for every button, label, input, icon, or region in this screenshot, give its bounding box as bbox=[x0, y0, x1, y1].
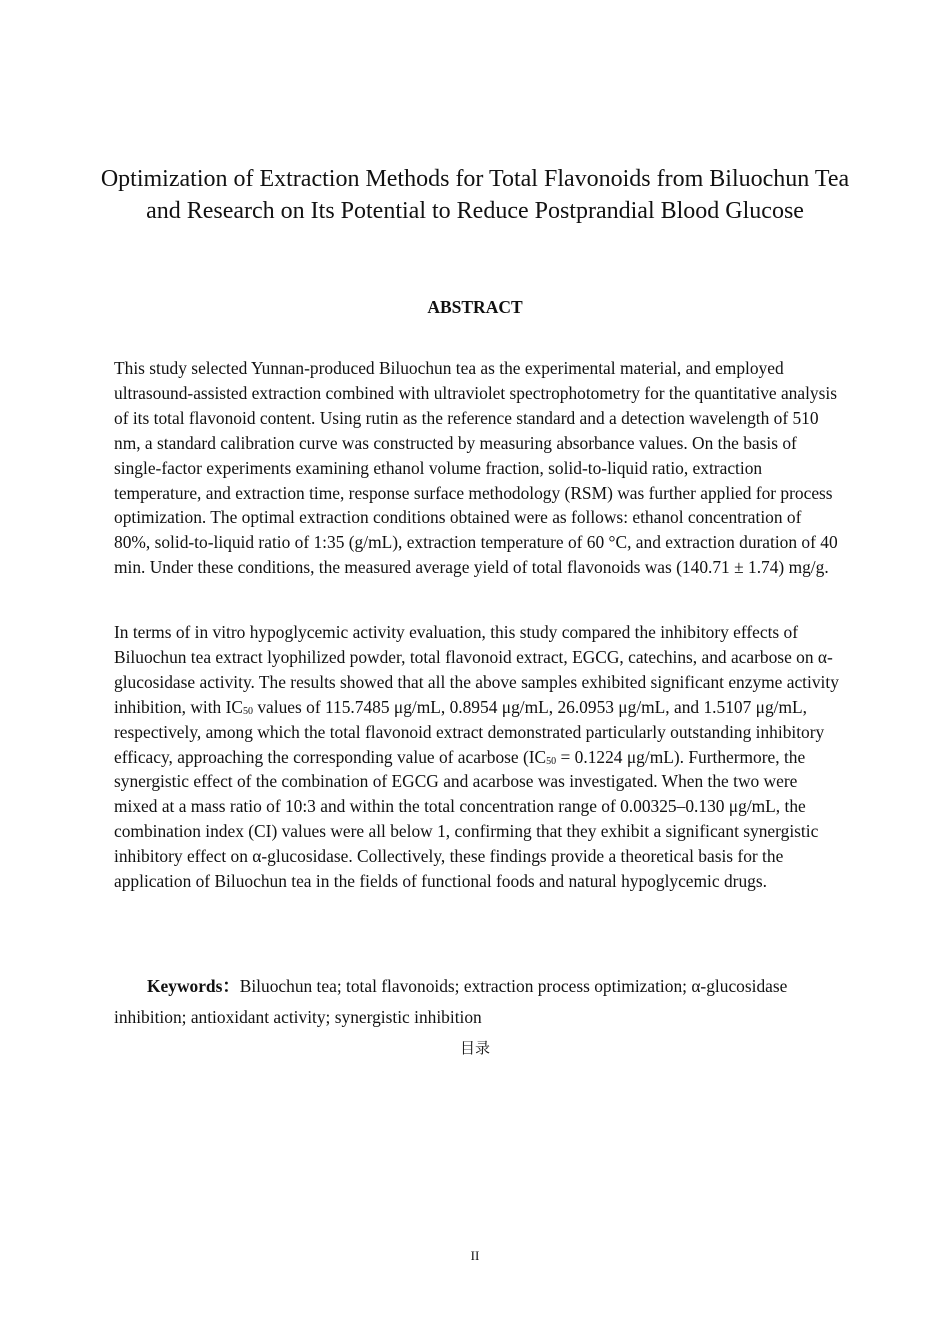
ic50-subscript: 50 bbox=[546, 755, 557, 767]
paragraph-2-text-a: In terms of in vitro hypoglycemic activity evaluation, this study compared the inhibitory effects of Biluochun tea extract lyophilized powder, total flavonoid extract, EGCG, catechins, and acarbose on α-glucosidase activity. The results showed that all the above samples exhibited significant enzyme activity inhibition, with IC bbox=[114, 622, 839, 717]
table-of-contents-heading: 目录 bbox=[459, 1039, 490, 1057]
abstract-paragraph-1: This study selected Yunnan-produced Biluochun tea as the experimental material, and employed ultrasound-assisted extraction combined with ultraviolet spectrophotometry for the quantitative analysis of its total flavonoid content. Using rutin as the reference standard and a detection wavelength of 510 nm, a standard calibration curve was constructed by measuring absorbance values. On the basis of single-factor experiments examining ethanol volume fraction, solid-to-liquid ratio, extraction temperature, and extraction time, response surface methodology (RSM) was further applied for process optimization. The optimal extraction conditions obtained were as follows: ethanol concentration of 80%, solid-to-liquid ratio of 1:35 (g/mL), extraction temperature of 60 °C, and extraction duration of 40 min. Under these conditions, the measured average yield of total flavonoids was (140.71 ± 1.74) mg/g. bbox=[114, 358, 838, 578]
abstract-heading: ABSTRACT bbox=[427, 297, 523, 317]
ic50-subscript: 50 bbox=[243, 705, 253, 717]
keywords-label: Keywords： bbox=[147, 976, 240, 996]
abstract-paragraph-2 bbox=[114, 620, 839, 894]
keywords-text: Biluochun tea; total flavonoids; extraction process optimization; α-glucosidase inhibition; antioxidant activity; synergistic inhibition bbox=[114, 976, 788, 1027]
paragraph-2-text-b: values of 115.7485 μg/mL, 0.8954 μg/mL, 26.0953 μg/mL, and 1.5107 μg/mL, respectively, among which the total flavonoid extract demonstrated particularly outstanding inhibitory efficacy, approaching the corresponding value of acarbose (IC bbox=[114, 696, 825, 767]
paragraph-2-text-c: = 0.1224 μg/mL). Furthermore, the synergistic effect of the combination of EGCG and acarbose was investigated. When the two were mixed at a mass ratio of 10:3 and within the total concentration range of 0.00325–0.130 μg/mL, the combination index (CI) values were all below 1, confirming that they exhibit a significant synergistic inhibitory effect on α-glucosidase. Collectively, these findings provide a theoretical basis for the application of Biluochun tea in the fields of functional foods and natural hypoglycemic drugs. bbox=[114, 746, 819, 892]
document-title: Optimization of Extraction Methods for Total Flavonoids from Biluochun Tea and Research on Its Potential to Reduce Postprandial Blood Glucose bbox=[100, 166, 850, 224]
page-number: II bbox=[470, 1248, 480, 1263]
keywords-line bbox=[114, 971, 814, 1033]
